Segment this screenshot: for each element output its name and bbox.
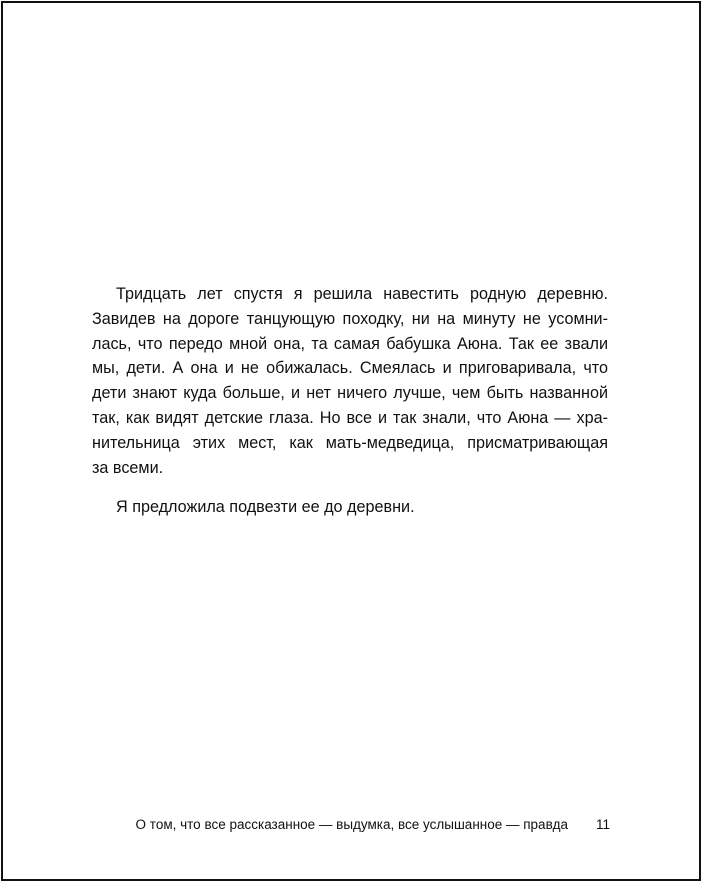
text-line: лась, что передо мной она, та самая бабушка Аюна. Так ее звали [92, 334, 608, 353]
page-number: 11 [595, 817, 610, 832]
paragraph-1 [92, 282, 608, 480]
text-line: дети знают куда больше, и нет ничего лучше, чем быть названной [92, 384, 608, 403]
text-line: нительница этих мест, как мать-медведица, присматривающая [92, 433, 608, 452]
page-body [92, 282, 608, 520]
text-line: Тридцать лет спустя я решила навестить родную деревню. [116, 285, 608, 303]
text-line: за всеми. [92, 458, 164, 477]
text-line: Завидев на дороге танцующую походку, ни на минуту не усомни- [92, 309, 608, 328]
text-line: так, как видят детские глаза. Но все и так знали, что Аюна — хра- [92, 408, 608, 427]
page-footer [100, 816, 610, 834]
paragraph-2 [92, 495, 608, 520]
text-line: Я предложила подвезти ее до деревни. [116, 498, 415, 517]
text-line: мы, дети. А она и не обижалась. Смеялась и приговаривала, что [92, 359, 608, 378]
running-footer-title: О том, что все рассказанное — выдумка, все услышанное — правда [135, 817, 568, 832]
